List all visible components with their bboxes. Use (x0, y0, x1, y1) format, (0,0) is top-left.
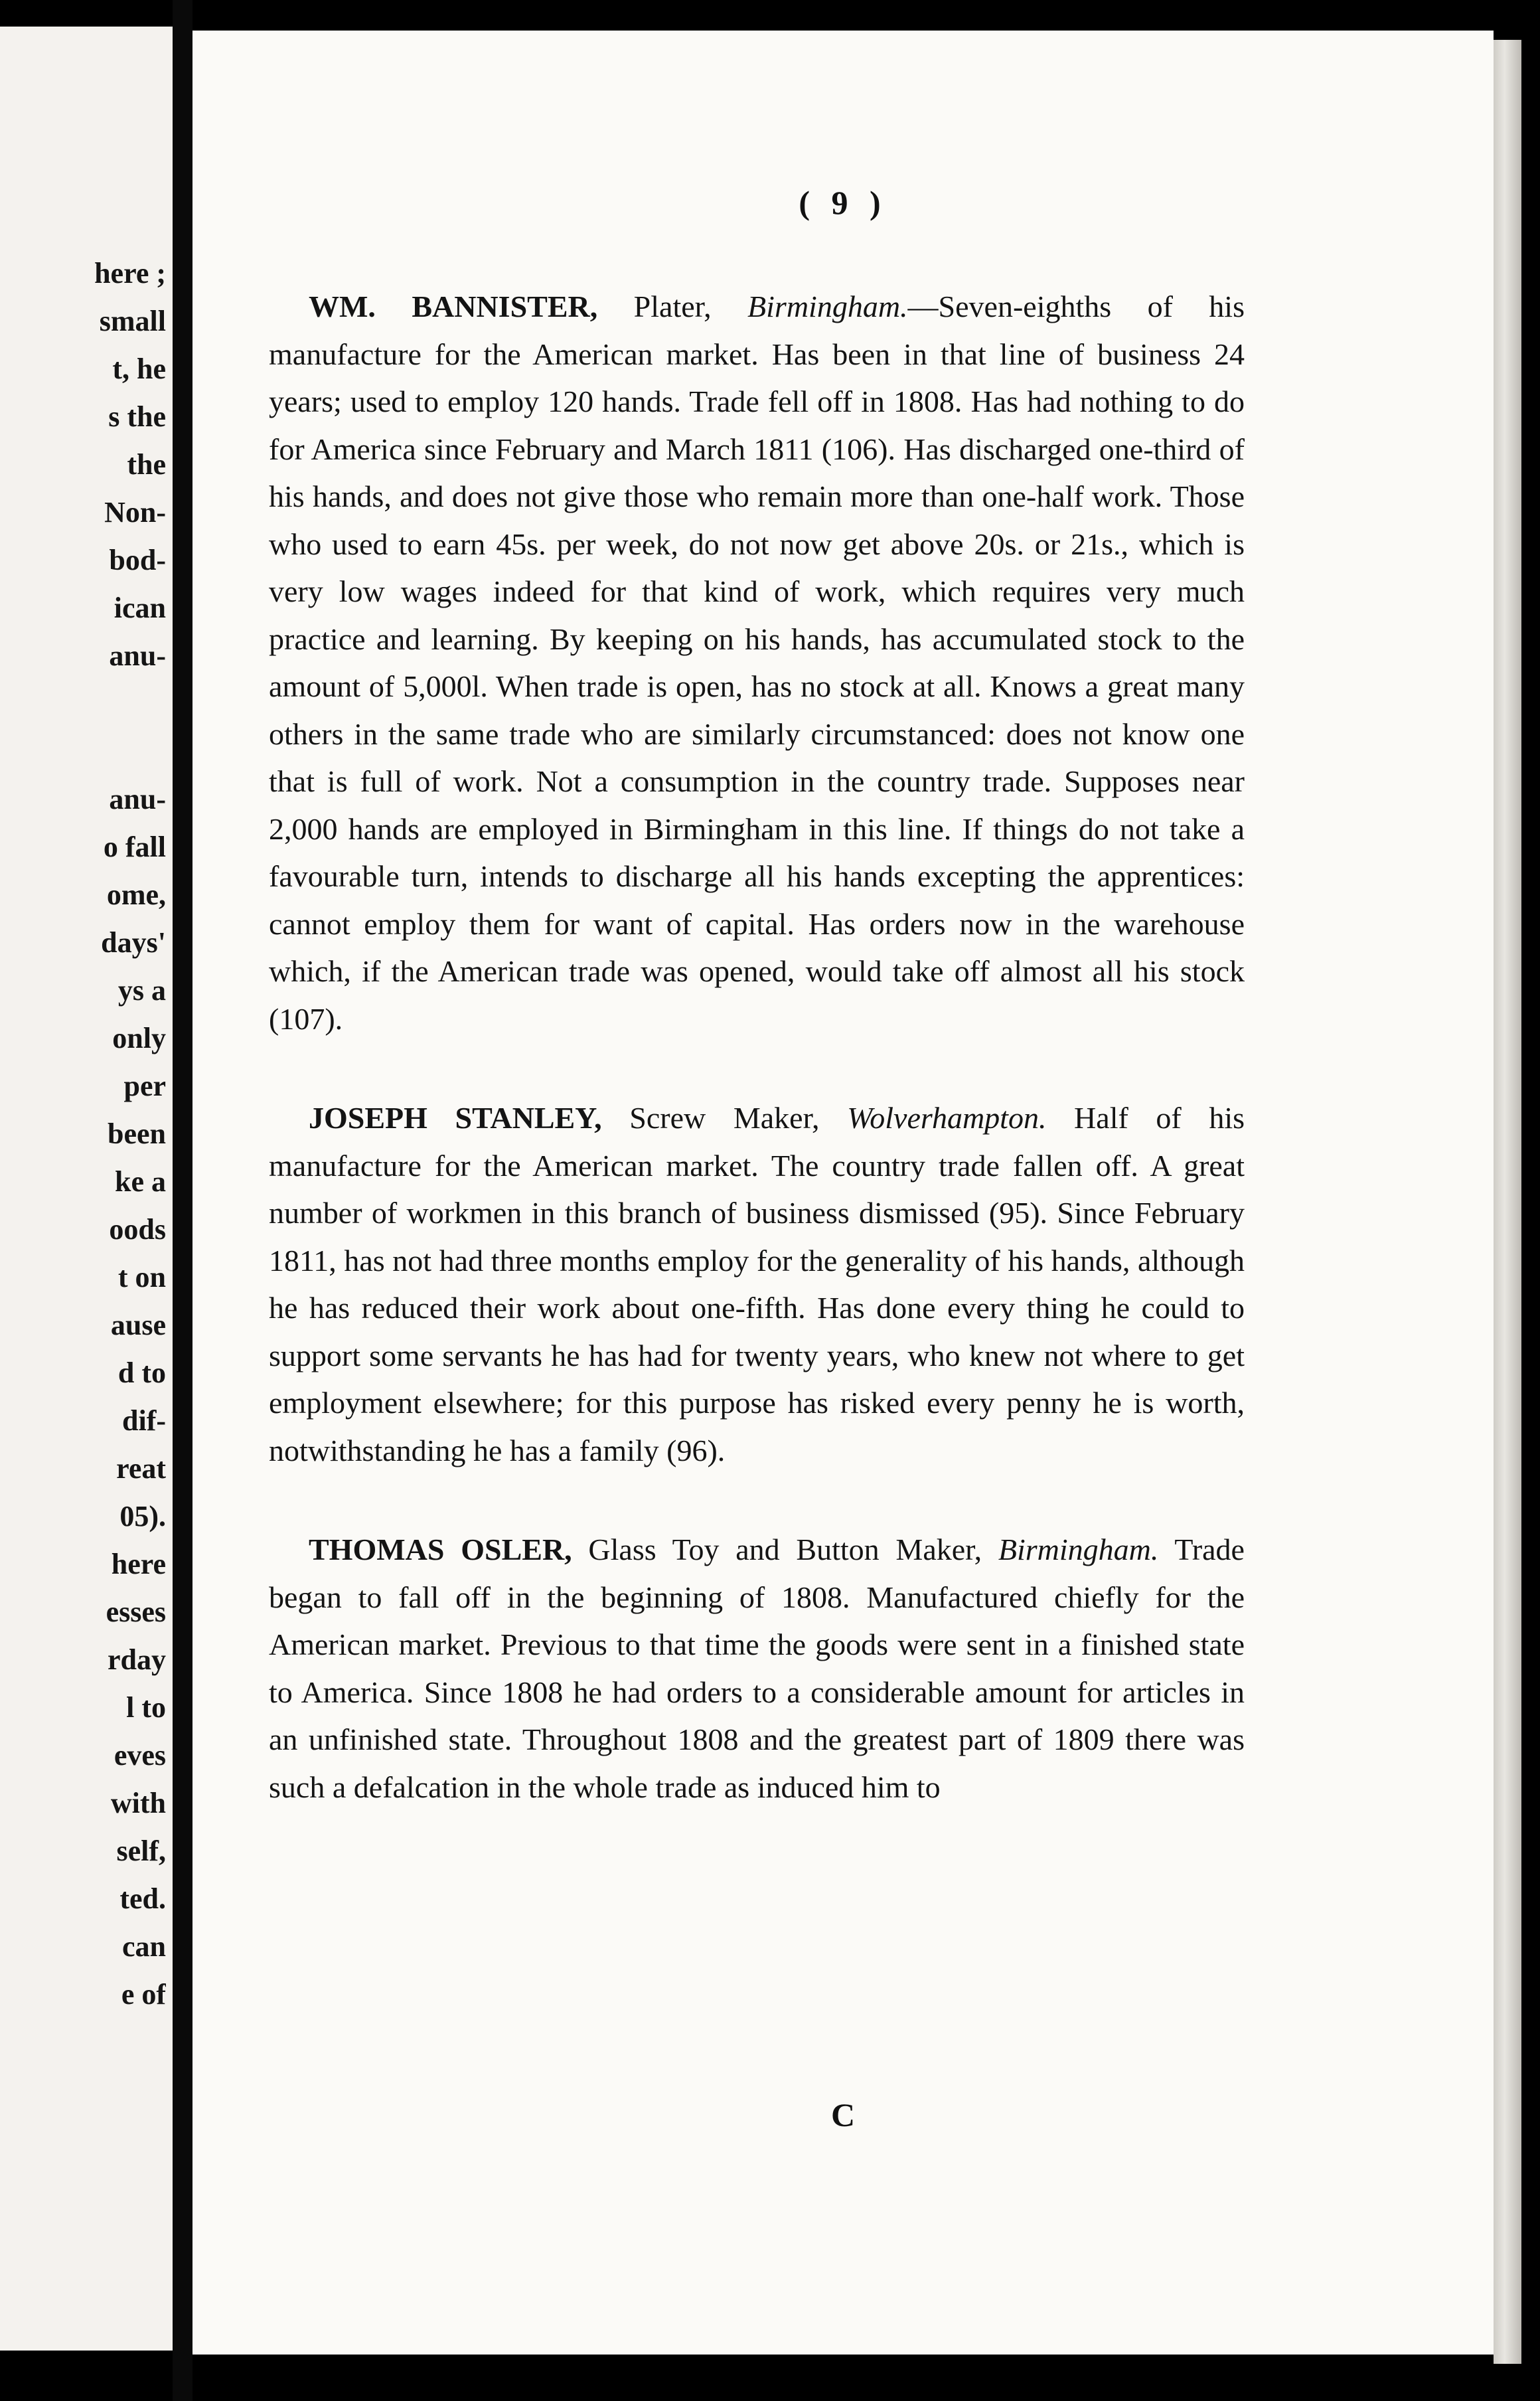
entry-place: Birmingham. (998, 1532, 1159, 1566)
left-line (0, 680, 166, 728)
left-line: esses (106, 1596, 166, 1628)
left-page-text (0, 250, 166, 2019)
left-line: only (112, 1022, 166, 1054)
left-line: the (127, 448, 166, 481)
left-line: here ; (94, 257, 166, 290)
left-line: self, (116, 1835, 166, 1867)
entry-trade: Screw Maker, (601, 1101, 848, 1135)
left-line: dif- (122, 1404, 166, 1437)
left-line (0, 728, 166, 776)
left-line: ause (110, 1309, 166, 1341)
left-line: s the (108, 400, 166, 433)
page-edge (1494, 40, 1521, 2364)
left-line: ted. (119, 1882, 166, 1915)
book-gutter (173, 0, 193, 2401)
entry-paragraph (269, 1094, 1245, 1474)
left-line: ome, (106, 878, 166, 911)
entry-paragraph (269, 283, 1245, 1042)
entry-place: Wolverhampton. (847, 1101, 1047, 1135)
left-line: t on (117, 1261, 166, 1293)
left-line: o fall (103, 831, 166, 863)
left-line: e of (121, 1978, 166, 2011)
left-line: days' (101, 926, 166, 959)
entry-name: THOMAS OSLER, (309, 1532, 572, 1566)
left-line: can (122, 1930, 166, 1963)
left-line: per (123, 1070, 166, 1102)
entry-paragraph (269, 1526, 1245, 1811)
left-line: ke a (115, 1165, 166, 1198)
right-page (193, 31, 1494, 2355)
signature-mark: C (830, 2096, 856, 2133)
left-line: d to (117, 1357, 166, 1389)
entry-trade: Plater, (597, 290, 748, 323)
entry-place: Birmingham. (747, 290, 908, 323)
entry-name: WM. BANNISTER, (309, 290, 598, 323)
left-line: l to (126, 1691, 166, 1724)
entry-text: —Seven-eighths of his manufacture for the American market. Has been in that line of business 24 years; used to employ 120 hands. Trade fell off in 1808. Has had nothing to do for America since February and March 1811 (106). Has discharged one-third of his hands, and does not give those who remain more than one-half work. Those who used to earn 45s. per week, do not now get above 20s. or 21s., which is very low wages indeed for that kind of work, which requires very much practice and learning. By keeping on his hands, has accumulated stock to the amount of 5,000l. When trade is open, has no stock at all. Knows a great many others in the same trade who are similarly circumstanced: does not know one that is full of work. Not a consumption in the country trade. Supposes near 2,000 hands are employed in Birmingham in this line. If things do not take a favourable turn, intends to discharge all his hands excepting the apprentices: cannot employ them for want of capital. Has orders now in the warehouse which, if the American trade was opened, would take off almost all his stock (107). (269, 290, 1245, 1036)
left-line: with (110, 1787, 166, 1819)
left-line: small (99, 305, 166, 337)
entry-text: Half of his manufacture for the American market. The country trade fallen off. A great number of workmen in this branch of business dismissed (95). Since February 1811, has not had three months employ for the generality of his hands, although he has reduced their work about one-fifth. Has done every thing he could to support some servants he has had for twenty years, who knew not where to get employment elsewhere; for this purpose has risked every penny he is worth, notwithstanding he has a family (96). (269, 1101, 1245, 1467)
page-number: ( 9 ) (799, 184, 887, 221)
left-line: 05). (119, 1500, 166, 1532)
page-body (269, 283, 1245, 1863)
left-line: eves (114, 1739, 166, 1772)
entry-name: JOSEPH STANLEY, (309, 1101, 602, 1135)
left-line: reat (116, 1452, 166, 1485)
left-line: bod- (109, 544, 166, 576)
left-line: rday (108, 1643, 166, 1676)
left-line: Non- (104, 496, 166, 529)
left-line: anu- (109, 783, 166, 815)
entry-text: Trade began to fall off in the beginning of 1808. Manufactured chiefly for the American market. Previous to that time the goods were sent in a finished state to America. Since 1808 he had orders to a considerable amount for articles in an unfinished state. Throughout 1808 and the greatest part of 1809 there was such a defalcation in the whole trade as induced him to (269, 1532, 1245, 1804)
left-line: t, he (112, 353, 166, 385)
left-line: oods (109, 1213, 166, 1246)
left-line: ican (114, 592, 166, 624)
left-line: anu- (109, 639, 166, 672)
entry-trade: Glass Toy and Button Maker, (572, 1532, 998, 1566)
left-line: here (111, 1548, 166, 1580)
left-line: ys a (117, 974, 166, 1007)
left-page-fragment (0, 27, 175, 2351)
left-line: been (108, 1118, 166, 1150)
